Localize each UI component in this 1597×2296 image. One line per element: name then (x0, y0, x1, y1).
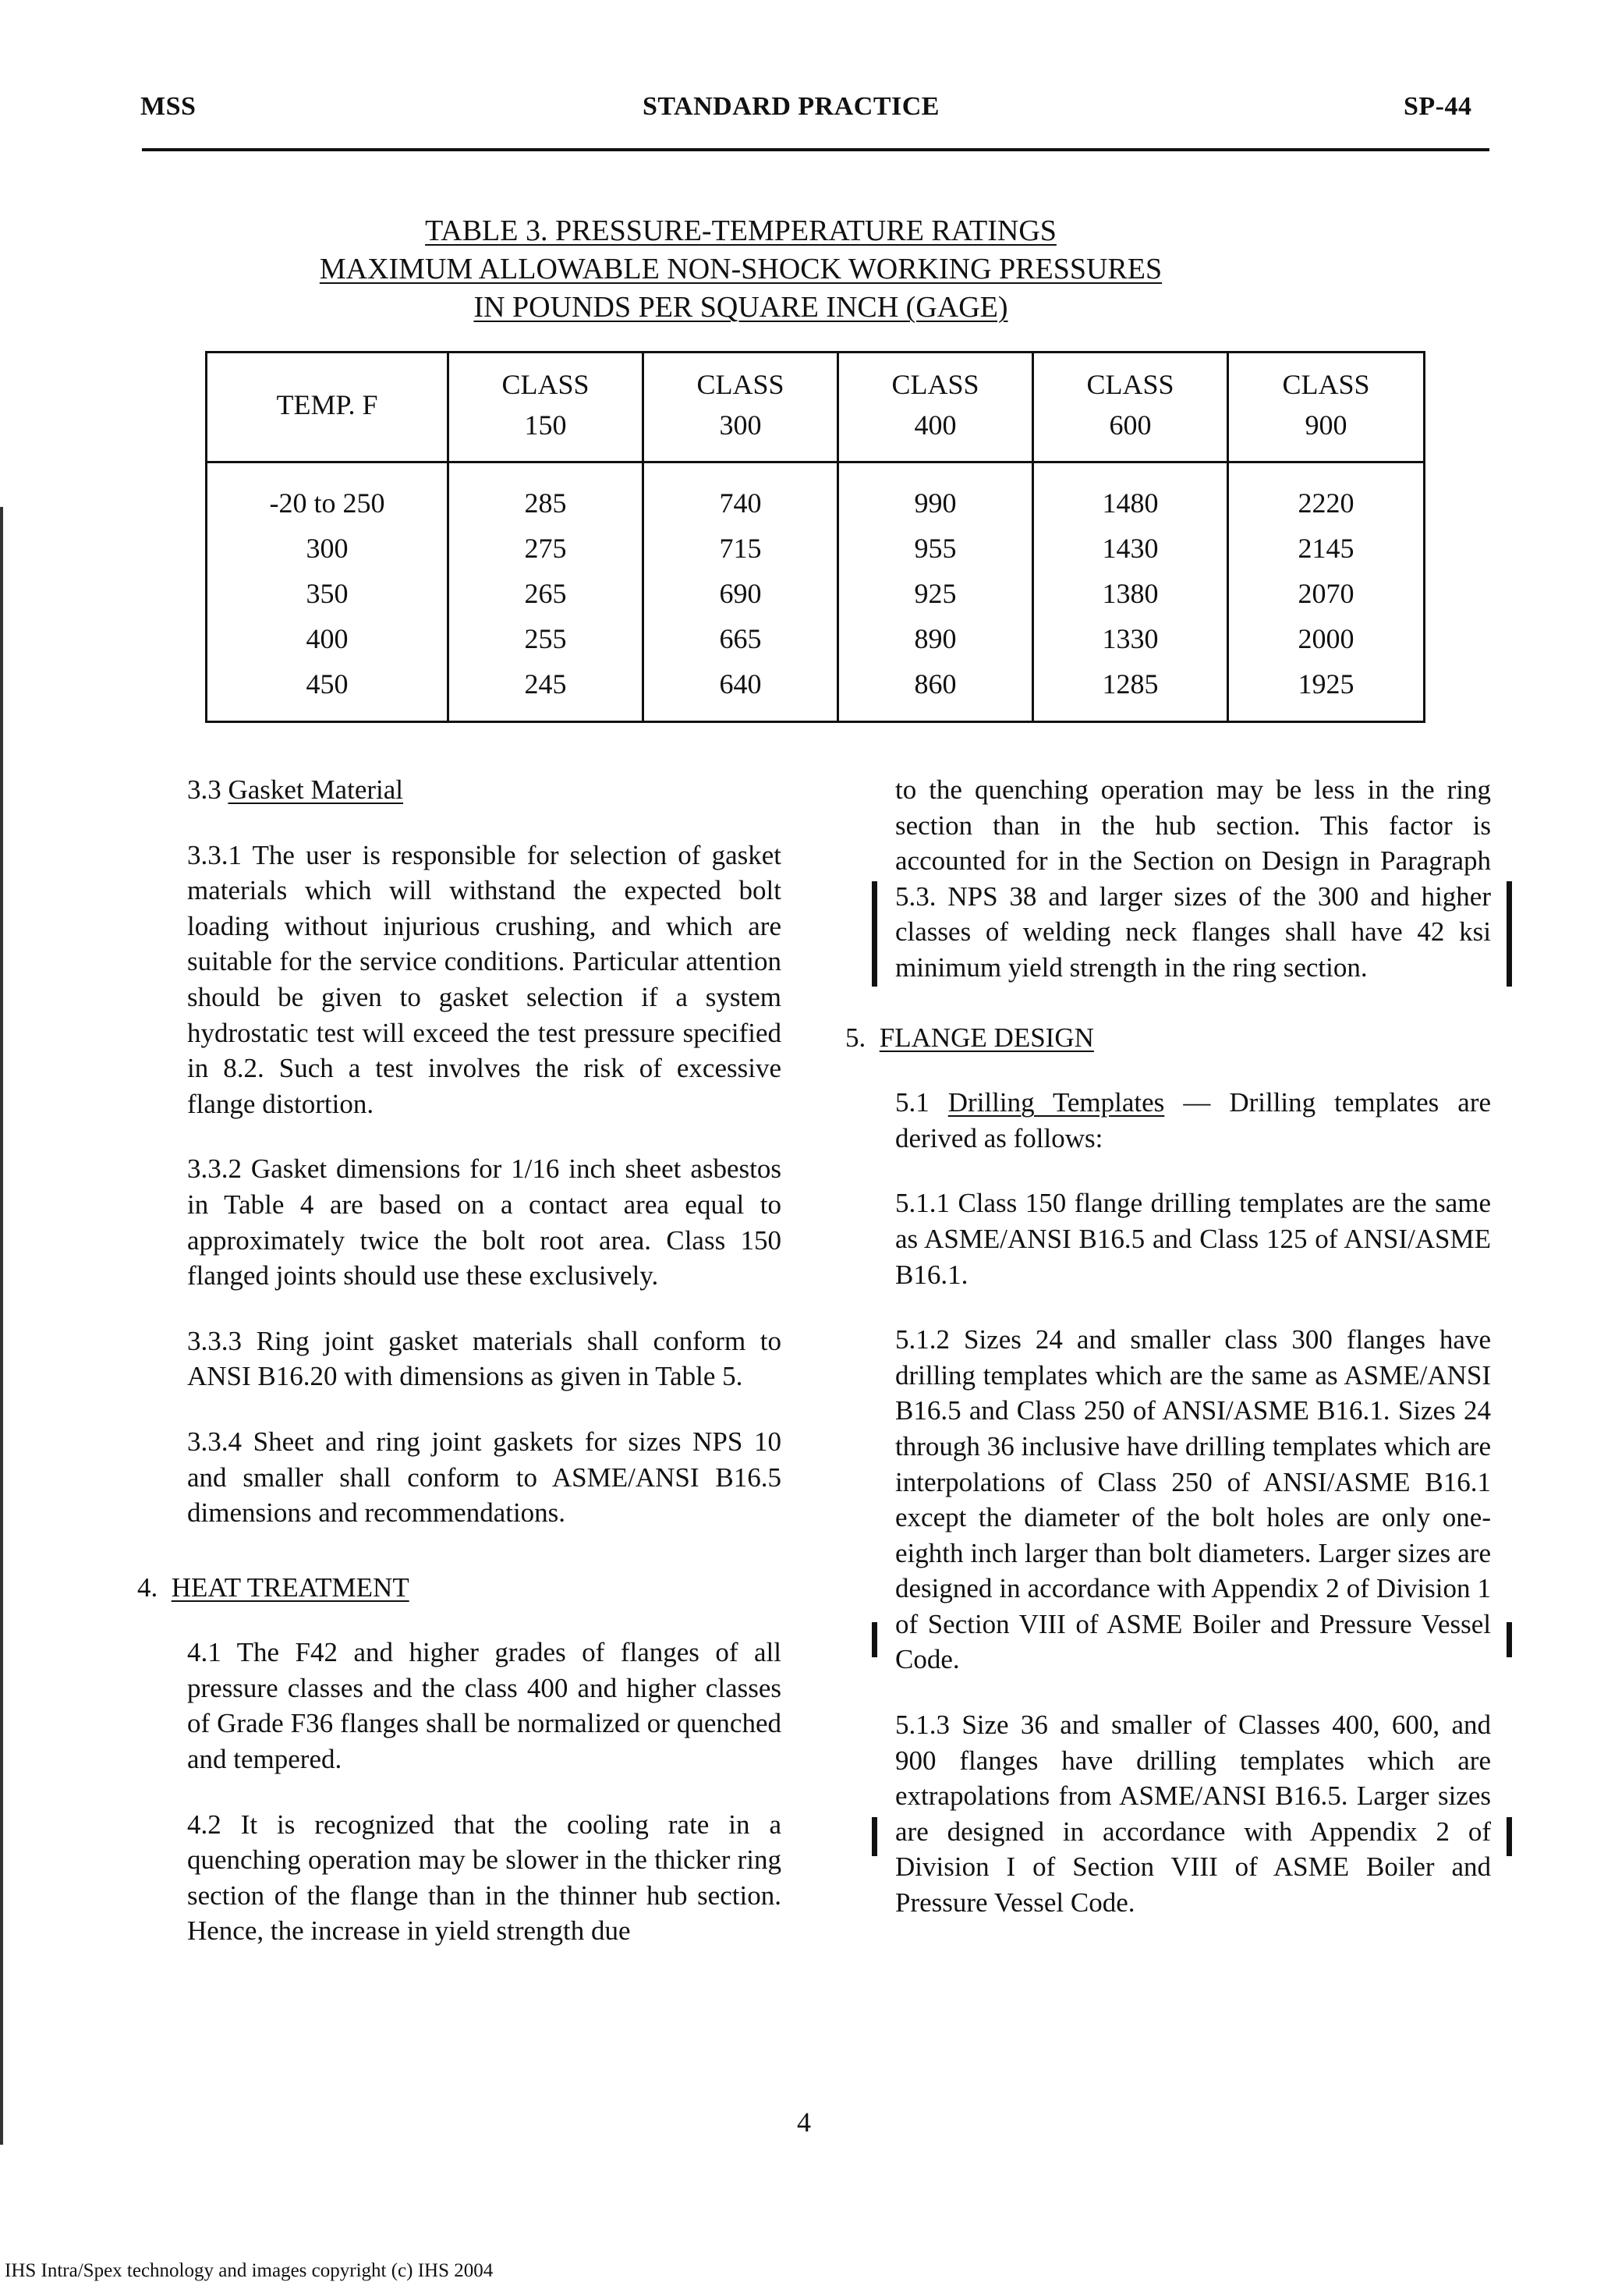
class-header (643, 353, 838, 462)
class-header (1033, 353, 1228, 462)
value-cell: 740 (643, 462, 838, 526)
table-row (207, 571, 1425, 616)
temp-cell: 450 (207, 661, 448, 722)
paragraph-5-1-3: 5.1.3 Size 36 and smaller of Classes 400, 600, and 900 flanges have drilling templates which are extrapolations from ASME/ANSI B16.5. Larger sizes are designed in accordance with Appendix 2 of Division I of Section VIII of ASME Boiler and Pressure Vessel Code. (895, 1710, 1491, 1919)
table-caption-line-1: TABLE 3. PRESSURE-TEMPERATURE RATINGS (425, 214, 1057, 247)
section-3-3-heading (187, 772, 781, 808)
class-word: CLASS (891, 369, 979, 400)
value-cell: 2070 (1228, 571, 1425, 616)
class-value: 150 (524, 409, 567, 441)
change-bar (1507, 881, 1512, 987)
section-5-heading (845, 1020, 1491, 1056)
section-title: FLANGE DESIGN (879, 1022, 1094, 1053)
value-cell: 640 (643, 661, 838, 722)
scan-edge-line (0, 507, 3, 2145)
value-cell: 890 (838, 616, 1033, 661)
table-row (207, 526, 1425, 571)
class-header (838, 353, 1033, 462)
header-right: SP-44 (1404, 92, 1472, 121)
value-cell: 2000 (1228, 616, 1425, 661)
paragraph-text: — Drilling templates are derived as follows: (895, 1087, 1492, 1153)
class-word: CLASS (1282, 369, 1370, 400)
temp-cell: -20 to 250 (207, 462, 448, 526)
paragraph-3-3-3: 3.3.3 Ring joint gasket materials shall conform to ANSI B16.20 with dimensions as given in Table 5. (187, 1325, 781, 1392)
class-value: 400 (914, 409, 957, 441)
class-header (448, 353, 643, 462)
value-cell: 2220 (1228, 462, 1425, 526)
class-word: CLASS (501, 369, 590, 400)
table-caption-line-3: IN POUNDS PER SQUARE INCH (GAGE) (473, 291, 1008, 324)
page-number: 4 (797, 2106, 811, 2138)
temp-cell: 350 (207, 571, 448, 616)
paragraph-4-2-continued: to the quenching operation may be less in the ring section than in the hub section. This factor is accounted for in the Section on Design in Paragraph 5.3. NPS 38 and larger sizes of the 300 and higher classes of welding neck flanges shall have 42 ksi minimum yield strength in the ring section. (895, 774, 1491, 983)
paragraph-4-1: 4.1 The F42 and higher grades of flanges of all pressure classes and the class 400 and higher classes of Grade F36 flanges shall be normalized or quenched and tempered. (187, 1637, 781, 1775)
paragraph-number: 5.1 (895, 1087, 930, 1118)
paragraph-4-2: 4.2 It is recognized that the cooling rate in a quenching operation may be slower in the thicker ring section of the flange than in the thinner hub section. Hence, the increase in yield strength due (187, 1809, 781, 1947)
value-cell: 955 (838, 526, 1033, 571)
section-title: Gasket Material (228, 774, 403, 805)
section-number: 4. (137, 1571, 158, 1603)
table-header-row (207, 353, 1425, 462)
value-cell: 1480 (1033, 462, 1228, 526)
paragraph-3-3-2: 3.3.2 Gasket dimensions for 1/16 inch sheet asbestos in Table 4 are based on a contact area equal to approximately twice the bolt root area. Class 150 flanged joints should use these exclusively. (187, 1153, 781, 1292)
value-cell: 715 (643, 526, 838, 571)
table-caption-line-2: MAXIMUM ALLOWABLE NON-SHOCK WORKING PRESSURES (319, 253, 1163, 285)
value-cell: 925 (838, 571, 1033, 616)
value-cell: 1430 (1033, 526, 1228, 571)
class-value: 900 (1305, 409, 1347, 441)
class-value: 600 (1109, 409, 1152, 441)
change-bar (872, 1817, 877, 1856)
value-cell: 285 (448, 462, 643, 526)
table-row (207, 462, 1425, 526)
value-cell: 275 (448, 526, 643, 571)
value-cell: 2145 (1228, 526, 1425, 571)
change-bar (1507, 1622, 1512, 1657)
value-cell: 860 (838, 661, 1033, 722)
left-column (137, 772, 781, 1979)
right-column (845, 772, 1492, 1951)
paragraph-3-3-4: 3.3.4 Sheet and ring joint gaskets for sizes NPS 10 and smaller shall conform to ASME/ANSI B16.5 dimensions and recommendations. (187, 1426, 781, 1529)
section-4-heading (137, 1570, 781, 1606)
section-number: 5. (845, 1022, 866, 1053)
header-center: STANDARD PRACTICE (643, 92, 940, 121)
class-word: CLASS (696, 369, 784, 400)
class-header (1228, 353, 1425, 462)
paragraph-title: Drilling Templates (947, 1087, 1165, 1118)
temp-header: TEMP. F (207, 353, 448, 462)
value-cell: 245 (448, 661, 643, 722)
paragraph-5-1 (895, 1085, 1491, 1156)
table-row (207, 661, 1425, 722)
change-bar (872, 1622, 877, 1657)
change-bar (872, 881, 877, 987)
table-caption (273, 212, 1209, 327)
header-rule (142, 148, 1489, 151)
table-row (207, 616, 1425, 661)
change-bar (1507, 1817, 1512, 1856)
paragraph-3-3-1: 3.3.1 The user is responsible for selection of gasket materials which will withstand the expected bolt loading without injurious crushing, and which are suitable for the service conditions. Particular attention should be given to gasket selection if a system hydrostatic test will exceed the test pressure specified in 8.2. Such a test involves the risk of excessive flange distortion. (187, 839, 781, 1119)
pressure-temperature-table (205, 351, 1425, 723)
paragraph-5-1-1: 5.1.1 Class 150 flange drilling templates are the same as ASME/ANSI B16.5 and Class 125 of ANSI/ASME B16.1. (895, 1188, 1491, 1290)
value-cell: 255 (448, 616, 643, 661)
temp-cell: 300 (207, 526, 448, 571)
value-cell: 1330 (1033, 616, 1228, 661)
section-title: HEAT TREATMENT (171, 1571, 409, 1603)
copyright-footer: IHS Intra/Spex technology and images copyright (c) IHS 2004 (5, 2260, 494, 2281)
value-cell: 265 (448, 571, 643, 616)
class-value: 300 (719, 409, 762, 441)
value-cell: 1925 (1228, 661, 1425, 722)
value-cell: 1285 (1033, 661, 1228, 722)
value-cell: 690 (643, 571, 838, 616)
paragraph-5-1-2: 5.1.2 Sizes 24 and smaller class 300 flanges have drilling templates which are the same as ASME/ANSI B16.5 and Class 250 of ANSI/ASME B16.1. Sizes 24 through 36 inclusive have drilling templates which are interpolations of Class 250 of ANSI/ASME B16.1 except the diameter of the bolt holes are only one-eighth inch larger than bolt diameters. Larger sizes are designed in accordance with Appendix 2 of Division 1 of Section VIII of ASME Boiler and Pressure Vessel Code. (895, 1324, 1491, 1675)
section-number: 3.3 (187, 774, 221, 805)
temp-cell: 400 (207, 616, 448, 661)
value-cell: 1380 (1033, 571, 1228, 616)
class-word: CLASS (1086, 369, 1174, 400)
value-cell: 990 (838, 462, 1033, 526)
value-cell: 665 (643, 616, 838, 661)
header-left: MSS (140, 92, 197, 121)
